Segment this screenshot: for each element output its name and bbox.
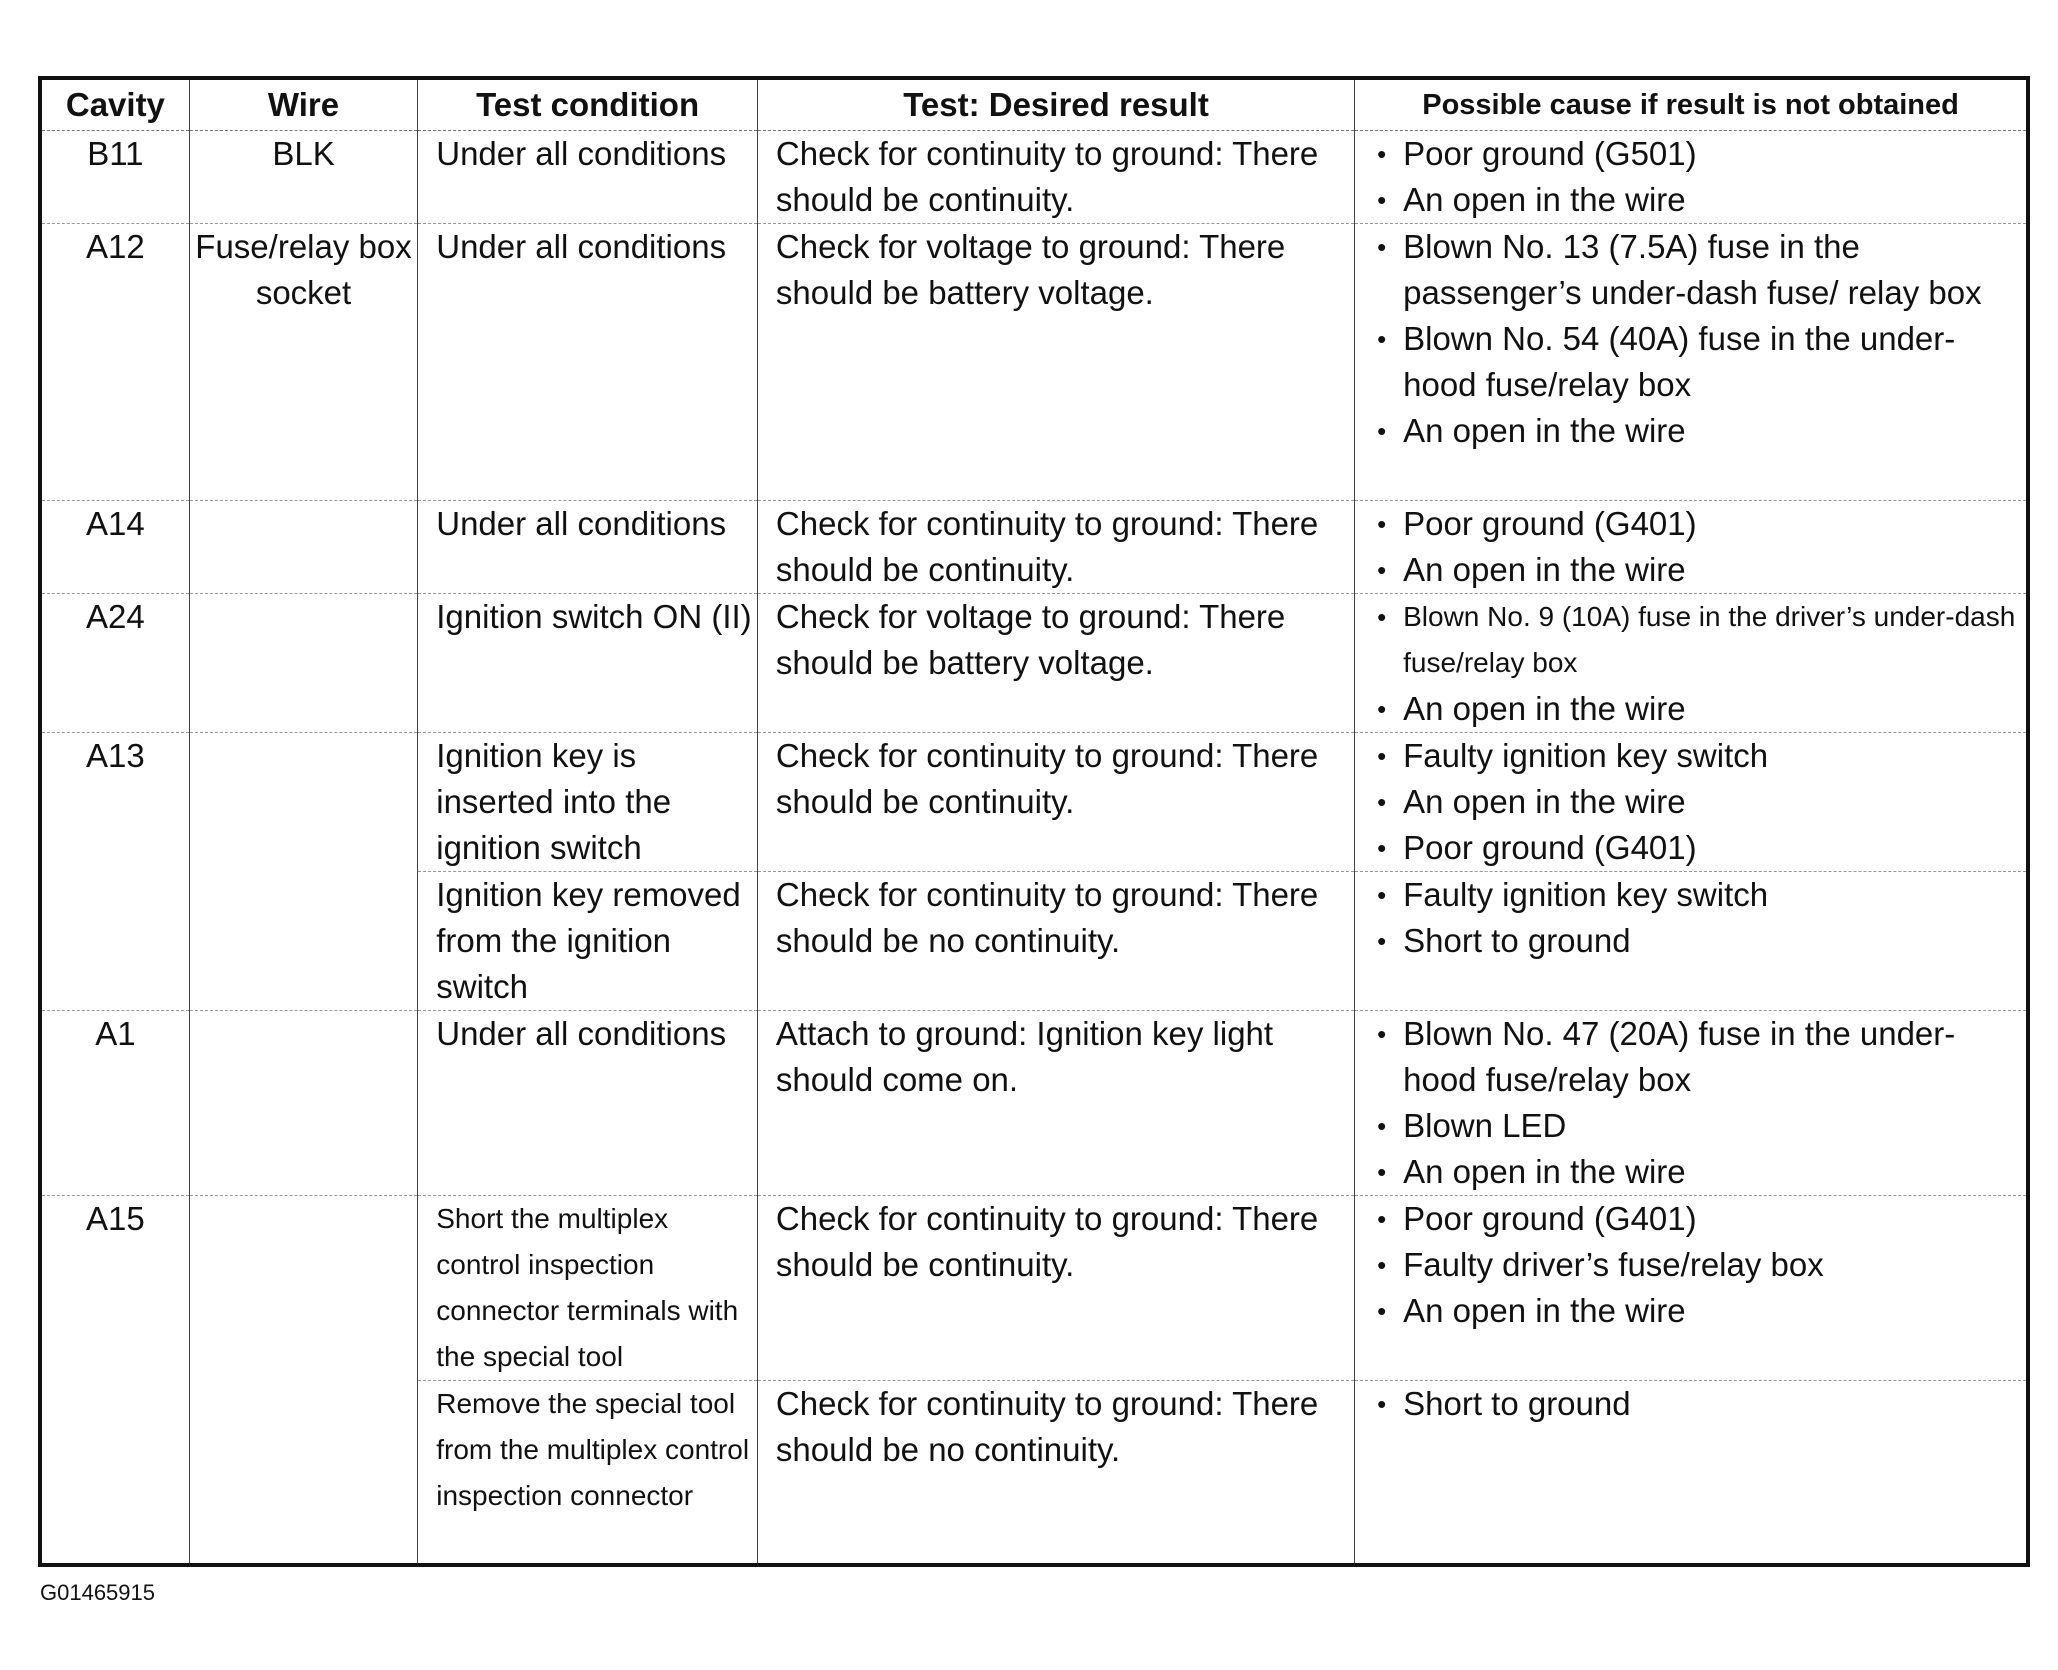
test-condition-cell: Short the multiplex control inspection connector terminals with the special tool [418, 1196, 758, 1381]
cause-list [1373, 501, 2026, 593]
table-row [40, 131, 2028, 224]
possible-cause-cell [1355, 1196, 2028, 1381]
test-condition-cell: Under all conditions [418, 131, 758, 224]
test-condition-cell: Ignition key removed from the ignition switch [418, 872, 758, 1011]
cause-item: • An open in the wire [1373, 1149, 2026, 1195]
cause-item: • Poor ground (G401) [1373, 1196, 2026, 1242]
test-condition-cell: Under all conditions [418, 224, 758, 501]
cavity-cell: A14 [40, 501, 189, 594]
desired-result-cell: Check for continuity to ground: There should be continuity. [757, 1196, 1354, 1381]
wire-cell: BLK [189, 131, 417, 224]
desired-result-cell: Check for continuity to ground: There should be no continuity. [757, 872, 1354, 1011]
cause-item: • Poor ground (G401) [1373, 825, 2026, 871]
cause-list [1373, 733, 2026, 871]
desired-result-cell: Check for continuity to ground: There should be continuity. [757, 131, 1354, 224]
cause-item: • Short to ground [1373, 1381, 2026, 1427]
possible-cause-cell [1355, 224, 2028, 501]
wire-cell [189, 1196, 417, 1566]
cause-item: • Poor ground (G501) [1373, 131, 2026, 177]
header-desired-result: Test: Desired result [757, 78, 1354, 131]
cavity-cell: A1 [40, 1011, 189, 1196]
header-cavity: Cavity [40, 78, 189, 131]
possible-cause-cell [1355, 131, 2028, 224]
cavity-cell: A15 [40, 1196, 189, 1566]
test-condition-cell: Ignition key is inserted into the ignition switch [418, 733, 758, 872]
desired-result-cell: Check for continuity to ground: There should be continuity. [757, 733, 1354, 872]
cause-list [1373, 594, 2026, 732]
possible-cause-cell [1355, 594, 2028, 733]
table-row [40, 224, 2028, 501]
cause-item: • An open in the wire [1373, 177, 2026, 223]
header-test-condition: Test condition [418, 78, 758, 131]
desired-result-cell: Check for voltage to ground: There should be battery voltage. [757, 594, 1354, 733]
desired-result-cell: Check for voltage to ground: There should be battery voltage. [757, 224, 1354, 501]
desired-result-cell: Check for continuity to ground: There should be continuity. [757, 501, 1354, 594]
cause-item: • Blown No. 54 (40A) fuse in the under-hood fuse/relay box [1373, 316, 2026, 408]
cause-item: • Poor ground (G401) [1373, 501, 2026, 547]
possible-cause-cell [1355, 733, 2028, 872]
desired-result-cell: Attach to ground: Ignition key light should come on. [757, 1011, 1354, 1196]
wire-cell [189, 501, 417, 594]
possible-cause-cell [1355, 1011, 2028, 1196]
test-condition-cell: Remove the special tool from the multiplex control inspection connector [418, 1381, 758, 1566]
cause-item: • Blown LED [1373, 1103, 2026, 1149]
cause-item: • Blown No. 9 (10A) fuse in the driver’s under-dash fuse/relay box [1373, 594, 2026, 686]
cause-list [1373, 872, 2026, 964]
cause-item: • An open in the wire [1373, 408, 2026, 454]
cavity-cell: A12 [40, 224, 189, 501]
cavity-cell: A24 [40, 594, 189, 733]
test-condition-cell: Under all conditions [418, 501, 758, 594]
cause-list [1373, 131, 2026, 223]
possible-cause-cell [1355, 1381, 2028, 1566]
header-possible-cause: Possible cause if result is not obtained [1355, 78, 2028, 131]
wire-cell [189, 733, 417, 1011]
table-row [40, 594, 2028, 733]
test-condition-cell: Under all conditions [418, 1011, 758, 1196]
test-condition-cell: Ignition switch ON (II) [418, 594, 758, 733]
cause-item: • An open in the wire [1373, 686, 2026, 732]
wire-cell [189, 1011, 417, 1196]
possible-cause-cell [1355, 501, 2028, 594]
cause-item: • An open in the wire [1373, 547, 2026, 593]
wire-cell: Fuse/relay box socket [189, 224, 417, 501]
cause-list [1373, 1011, 2026, 1195]
possible-cause-cell [1355, 872, 2028, 1011]
cause-item: • Blown No. 47 (20A) fuse in the under-hood fuse/relay box [1373, 1011, 2026, 1103]
desired-result-cell: Check for continuity to ground: There should be no continuity. [757, 1381, 1354, 1566]
header-row [40, 78, 2028, 131]
cause-item: • An open in the wire [1373, 1288, 2026, 1334]
connector-test-table [38, 76, 2030, 1567]
table-row [40, 1196, 2028, 1381]
cavity-cell: A13 [40, 733, 189, 1011]
table-row [40, 1011, 2028, 1196]
cause-list [1373, 224, 2026, 454]
cause-item: • Short to ground [1373, 918, 2026, 964]
cause-item: • Faulty ignition key switch [1373, 872, 2026, 918]
cause-list [1373, 1196, 2026, 1334]
wire-cell [189, 594, 417, 733]
cause-item: • Faulty ignition key switch [1373, 733, 2026, 779]
cause-item: • An open in the wire [1373, 779, 2026, 825]
figure-code: G01465915 [40, 1580, 155, 1605]
cavity-cell: B11 [40, 131, 189, 224]
cause-item: • Blown No. 13 (7.5A) fuse in the passenger’s under-dash fuse/ relay box [1373, 224, 2026, 316]
cause-list [1373, 1381, 2026, 1427]
table-row [40, 501, 2028, 594]
cause-item: • Faulty driver’s fuse/relay box [1373, 1242, 2026, 1288]
header-wire: Wire [189, 78, 417, 131]
table-row [40, 733, 2028, 872]
